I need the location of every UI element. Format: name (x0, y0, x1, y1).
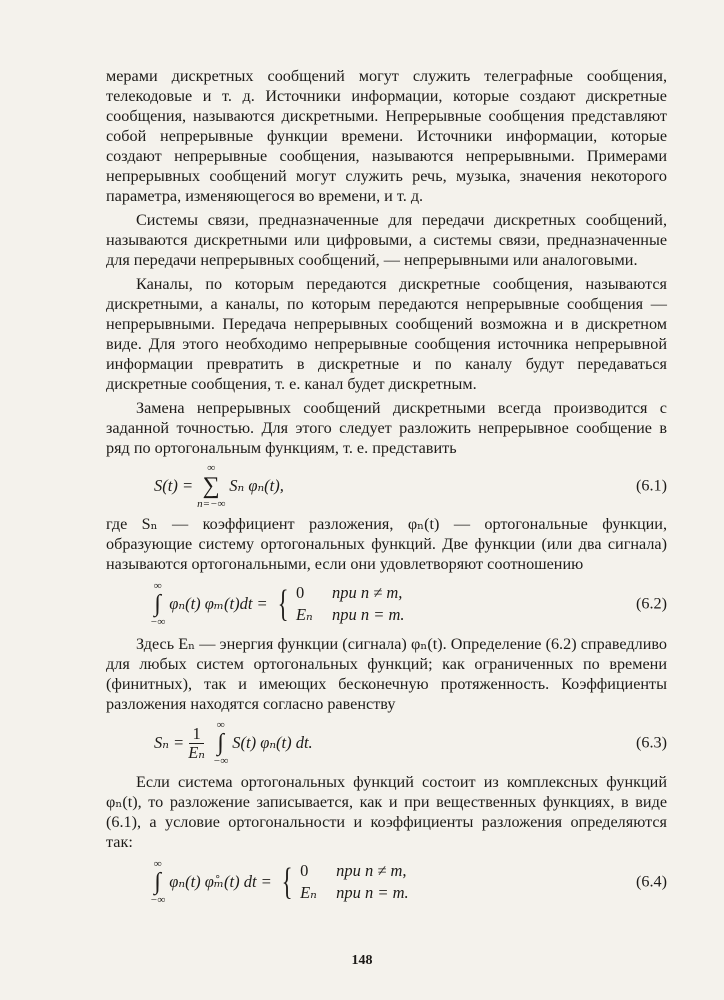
eq3-int-lower: −∞ (212, 755, 229, 767)
eq3-number: (6.3) (635, 733, 667, 752)
eq2-number: (6.2) (635, 594, 667, 613)
paragraph-6: Здесь Eₙ — энергия функции (сигнала) φₙ(t). Определение (6.2) справедливо для любых систем ортогональных функций; как ограниченных по времени (финитных), так и имеющих бесконечную протяженность. Коэффициенты разложения находятся согласно равенству (106, 635, 667, 713)
eq1-lhs: S(t) = (154, 476, 194, 495)
eq2-integral (150, 580, 165, 628)
eq4-body: φₙ(t) φ̊ₘ(t) dt = (169, 872, 272, 891)
eq4-case1-value: 0 (300, 861, 309, 880)
equation-6-1 (106, 458, 667, 514)
eq4-int-lower: −∞ (150, 894, 166, 906)
eq4-number: (6.4) (635, 872, 667, 891)
paragraph-5: где Sₙ — коэффициент разложения, φₙ(t) — ортогональные функции, образующие систему ортогональных функций. Две функции (или два сигнала) называются ортогональными, если они удовлетворяют соотношению (106, 515, 667, 573)
eq1-rhs: Sₙ φₙ(t), (229, 476, 284, 495)
eq2-case2-cond: при n = m. (331, 605, 405, 624)
paragraph-3: Каналы, по которым передаются дискретные сообщения, называются дискретными, а каналы, по которым передаются непрерывные сообщения — непрерывными. Передача непрерывных сообщений возможна и в дискретном виде. Для этого необходимо непрерывные сообщения источника непрерывной информации превратить в дискретные и по каналу будут передаваться дискретные сообщения, т. е. канал будет дискретным. (106, 275, 667, 393)
eq4-int-upper: ∞ (153, 858, 162, 870)
eq2-int-upper: ∞ (153, 580, 162, 592)
eq4-int-sign: ∫ (154, 869, 161, 895)
eq1-sum-lower: n=−∞ (197, 498, 226, 510)
page-number: 148 (351, 953, 373, 968)
paragraph-2: Системы связи, предназначенные для передачи дискретных сообщений, называются дискретными или цифровыми, а системы связи, предназначенные для передачи непрерывных сообщений, — непрерывными или аналоговыми. (106, 211, 667, 269)
eq3-integral (213, 719, 228, 767)
eq2-cases (296, 582, 405, 626)
paragraph-1: мерами дискретных сообщений могут служить телеграфные сообщения, телекодовые и т. д. Источники информации, которые создают дискретные сообщения, называются дискретными. Непрерывные сообщения представляют собой непрерывные функции времени. Источники информации, которые создают непрерывные сообщения, называются непрерывными. Примерами непрерывных сообщений могут служить речь, музыка, значения некоторого параметра, изменяющегося во времени, и т. д. (106, 67, 667, 205)
equation-6-4 (106, 852, 667, 912)
eq3-frac-num: 1 (189, 725, 203, 744)
eq3-frac-den: Eₙ (188, 742, 205, 762)
eq4-case2-value: Eₙ (300, 883, 317, 902)
page-body (106, 66, 667, 912)
equation-6-3 (106, 714, 667, 772)
eq1-number: (6.1) (635, 476, 667, 495)
eq2-case1-cond: при n ≠ m, (331, 583, 403, 602)
eq3-lhs: Sₙ = (154, 733, 185, 752)
eq4-integral (150, 858, 165, 906)
eq1-sum-upper: ∞ (207, 462, 216, 474)
paragraph-7: Если система ортогональных функций состоит из комплексных функций φₙ(t), то разложение записывается, как и при вещественных функциях, в виде (6.1), а условие ортогональности и коэффициенты разложения определяются так: (106, 773, 667, 851)
eq4-brace: { (281, 861, 293, 903)
eq2-case1-value: 0 (295, 583, 305, 602)
eq2-body: φₙ(t) φₘ(t)dt = (169, 594, 268, 613)
eq3-fraction (188, 725, 205, 762)
eq4-case2-cond: при n = m. (336, 883, 409, 902)
eq2-int-lower: −∞ (150, 616, 166, 628)
equation-6-2 (106, 574, 667, 634)
eq2-case2-value: Eₙ (295, 605, 313, 624)
eq1-sum (197, 462, 225, 510)
eq3-int-upper: ∞ (216, 719, 225, 731)
eq3-body: S(t) φₙ(t) dt. (232, 733, 313, 752)
eq4-cases (300, 860, 409, 904)
eq1-sum-sign: ∑ (202, 473, 220, 499)
eq3-int-sign: ∫ (217, 730, 224, 756)
paragraph-4: Замена непрерывных сообщений дискретными всегда производится с заданной точностью. Для этого следует разложить непрерывное сообщение в ряд по ортогональным функциям, т. е. представить (106, 399, 667, 457)
eq4-case1-cond: при n ≠ m, (336, 861, 407, 880)
eq2-int-sign: ∫ (154, 591, 161, 617)
eq2-brace: { (277, 583, 289, 625)
